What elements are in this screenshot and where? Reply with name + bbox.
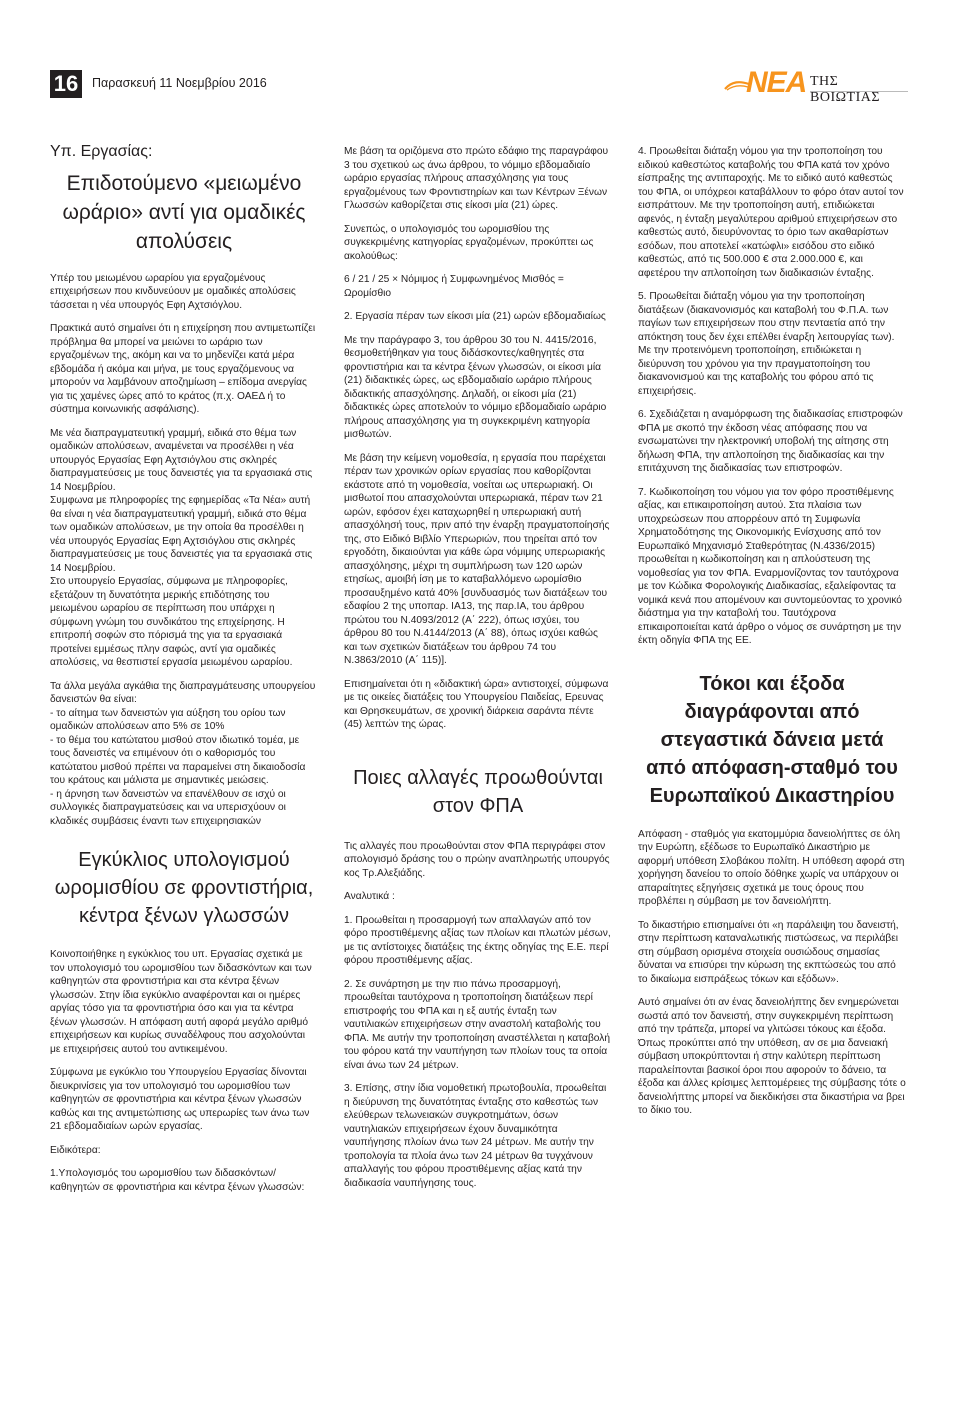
article-1-paragraph: Τα άλλα μεγάλα αγκάθια της διαπραγμάτευσης υπουργείου δανειστών θα είναι: xyxy=(50,680,316,705)
article-2-title: Εγκύκλιος υπολογισμού ωρομισθίου σε φροντιστήρια, κέντρα ξένων γλωσσών xyxy=(54,849,314,927)
page-header xyxy=(50,66,910,105)
article-2-paragraph: Με βάση την κείμενη νομοθεσία, η εργασία που παρέχεται πέραν των χρονικών ορίων εργασίας που καθορίζονται εκάστοτε από τη νομοθεσία, νοείται ως υπερωριακή. Οι μισθωτοί που απασχολούνται υπερωριακά, πέραν των 21 ωρών, εφόσον έχει καταχωρηθεί η υπερωριακή αυτή απασχόλησή τους, πριν από την έναρξη πραγματοποίησής της, στο Ειδικό Βιβλίο Υπερωριών, που τηρείται από τον εργοδότη, δικαιούνται για κάθε ώρα νόμιμης υπερωριακής απασχόλησης, μέχρι τη συμπλήρωση των 120 ωρών ετησίως, αμοιβή ίση με το καταβαλλόμενο ωρομίσθιο προσαυξημένο κατά 40% [συνδυασμός των διατάξεων του εδαφίου 2 της υποπαρ. ΙΑ13, της παρ.ΙΑ, του άρθρου πρώτου του Ν.4093/2012 (Α΄ 222), όπως ισχύει, του άρθρου 80 του Ν.4144/2013 (Α΄ 88), όπως ισχύει καθώς και των σχετικών διατάξεων του άρθρου 74 του Ν.3863/2010 (Α΄ 115)]. xyxy=(344,452,610,666)
logo-subtitle: ΤΗΣ ΒΟΙΩΤΙΑΣ xyxy=(810,74,880,105)
article-2-paragraph: Συνεπώς, ο υπολογισμός του ωρομισθίου της συγκεκριμένης κατηγορίας εργαζομένων, προκύπτει ως ακολούθως: xyxy=(344,223,594,262)
article-2-formula: 6 / 21 / 25 × Νόμιμος ή Συμφωνημένος Μισθός = Ωρομίσθιο xyxy=(344,274,564,299)
article-3-paragraph: 2. Σε συνάρτηση με την πιο πάνω προσαρμογή, προωθείται ταυτόχρονα η τροποποίηση διατάξεων περί επιστροφής του ΦΠΑ και η εξ αυτής ένταξη των ναυτιλιακών επιχειρήσεων στην αναστολή καταβολής του ΦΠΑ. Με αυτήν την τροποποίηση αναστέλλεται η καταβολή του φόρου κατά την ναυπήγηση των πλοίων τους τα οποία είναι άνω των 24 μέτρων. xyxy=(344,978,611,1071)
article-3-paragraph: 5. Προωθείται διάταξη νόμου για την τροποποίηση διατάξεων (διακανονισμός και καταβολή του Φ.Π.Α. των παγίων των επιχειρήσεων που στην πενταετία από την απόκτηση τους δεν έχει επέλθει έναρξη λειτουργίας των). Με την προτεινόμενη τροποποίηση, επιδιώκεται η διεύρυνση του χρόνου για την πραγματοποίηση του διακανονισμού και της καταβολής του φόρου από τις επιχειρήσεις. xyxy=(638,291,895,397)
page-number: 16 xyxy=(50,70,82,98)
article-3-paragraph: 7. Κωδικοποίηση του νόμου για τον φόρο προστιθέμενης αξίας, και επικαιροποίηση αυτού. Στα πλαίσια των υποχρεώσεων που απορρέουν από τη Συμφωνία Χρηματοδότησης της Οικονομικής Ενίσχυσης από τον Ευρωπαϊκό Μηχανισμό Σταθερότητας (Ν.4336/2015) προωθείται η κωδικοποίηση και η απλούστευση της νομοθεσίας για τον ΦΠΑ. Εναρμονίζοντας τον ταυτόχρονα με τον Κώδικα Φορολογικής Διαδικασίας, εξαλείφοντας τα νομικά κενά που απομένουν και συντομεύοντας το χρονικό διάστημα για την καταβολή του. Ταυτόχρονα επικαιροποιείται κατά άρθρο ο νόμος σε συνάρτηση με την έκτη οδηγία ΦΠΑ της ΕΕ. xyxy=(638,486,902,646)
column-1 xyxy=(50,145,318,1204)
article-2-paragraph: Ειδικότερα: xyxy=(50,1144,101,1156)
article-3-paragraph: 1. Προωθείται η προσαρμογή των απαλλαγών από τον φόρο προστιθέμενης αξίας των πλοίων και πλωτών μέσων, με τις αντίστοιχες διατάξεις της έκτης οδηγίας της Ε.Ε. περί φόρου προστιθέμενης αξίας. xyxy=(344,914,611,966)
article-2-paragraph: Κοινοποιήθηκε η εγκύκλιος του υπ. Εργασίας σχετικά με τον υπολογισμό του ωρομισθίου των διδασκόντων και των καθηγητών στα φροντιστήρια και στα κέντρα ξένων γλωσσών. Στην ίδια εγκύκλιο αναφέρονται και οι ημέρες αργίας τόσο για τα φροντιστήρια όσο και για τα κέντρα ξένων γλωσσών. Η απόφαση αυτή αφορά μεγάλο αριθμό επιχειρήσεων και κυρίως συναδέλφους που ασχολούνται με επιχειρήσεις αυτού του αντικειμένου. xyxy=(50,949,312,1055)
column-2 xyxy=(344,145,612,1200)
article-1-paragraph: Συμφωνα με πληροφορίες της εφημερίδας «Τα Νέα» αυτή θα είναι η νέα διαπραγματευτική γραμμή, ειδικά στο θέμα των ομαδικών απολύσεων, με την οποία θα προσέλθει η νέα υπουργός Εργασίας Εφη Αχτσιόγλου στις σκληρές διαπραγματεύσεις με τους δανειστές για τα εργασιακά στις 14 Νοεμβρίου. xyxy=(50,495,313,574)
article-1-paragraph: Υπέρ του μειωμένου ωραρίου για εργαζομένους επιχειρήσεων που κινδυνεύουν με ομαδικές απολύσεις τάσσεται η νέα υπουργός Εφη Αχτσιόγλου. xyxy=(50,272,296,311)
article-4-title: Τόκοι και έξοδα διαγράφονται από στεγαστικά δάνεια μετά από απόφαση-σταθμό του Ευρωπαϊκού Δικαστηρίου xyxy=(646,672,898,807)
logo-underline xyxy=(810,91,908,97)
article-2-paragraph: Σύμφωνα με εγκύκλιο του Υπουργείου Εργασίας δίνονται διευκρινίσεις για τον υπολογισμό του ωρομισθίου των καθηγητών σε φροντιστήρια και κέντρα ξένων γλωσσών καθώς και της αντιμετώπισης ως υπερωρίες των άνω των 21 εβδομαδιαίων ωρών εργασίας. xyxy=(50,1067,310,1132)
article-3-paragraph: Αναλυτικά : xyxy=(344,891,395,902)
article-1-kicker: Υπ. Εργασίας: xyxy=(50,143,153,160)
article-2-paragraph: 2. Εργασία πέραν των είκοσι μία (21) ωρών εβδομαδιαίως xyxy=(344,311,606,322)
article-1-paragraph: Πρακτικά αυτό σημαίνει ότι η επιχείρηση που αντιμετωπίζει πρόβλημα θα μπορεί να μειώνει το ωράριο των εργαζομένων της, ακόμη και να το μηδενίζει κατά μέρα εβδομάδα ή ακόμα και μήνα, με τους εργαζόμενους να μπορούν να λαμβάνουν αποζημίωση – επίδομα ανεργίας για τις χαμένες ώρες από το κράτος (π.χ. ΟΑΕΔ ή το σύστημα κοινωνικής ασφάλισης). xyxy=(50,323,316,415)
article-2-paragraph: 1.Υπολογισμός του ωρομισθίου των διδασκόντων/καθηγητών σε φροντιστήρια και κέντρα ξένων γλωσσών: xyxy=(50,1168,305,1193)
article-4-paragraph: Αυτό σημαίνει ότι αν ένας δανειολήπτης δεν ενημερώνεται σωστά από τον δανειστή, στην συγκεκριμένη περίπτωση από την τράπεζα, μπορεί να γλιτώσει τόκους και έξοδα. Όπως προκύπτει από την υπόθεση, αν σε μια δανειακή σύμβαση υποκρύπτονται ή στην καλύτερη περίπτωση παραλείπονται βασικοί όροι που αφορούν το δάνειο, τα έξοδα και άλλες κρίσιμες λεπτομέρειες της σύμβασης τότε ο δανειολήπτης μπορεί να διεκδικήσει στα δικαστήρια να βρει το δίκιο του. xyxy=(638,997,906,1116)
article-2-paragraph: Επισημαίνεται ότι η «διδακτική ώρα» αντιστοιχεί, σύμφωνα με τις οικείες διατάξεις του Υπουργείου Παιδείας, Ερευνας και Θρησκευμάτων, σε χρονική διάρκεια σαράντα πέντε (45) λεπτών της ώρας. xyxy=(344,678,609,730)
article-1-list-item: - η άρνηση των δανειστών να επανέλθουν σε ισχύ οι συλλογικές διαπραγματεύσεις και να υπερισχύουν οι κλαδικές συμβάσεις έναντι των επιχειρησιακών xyxy=(50,788,286,827)
article-1-list-item: - το θέμα του κατώτατου μισθού στον ιδιωτικό τομέα, με τους δανειστές να επιμένουν ότι ο καθορισμός του κατώτατου μισθού πρέπει να παραμείνει στη δικαιοδοσία του κράτους και μάλιστα με σημαντικές μειώσεις. xyxy=(50,734,306,786)
article-1-title: Επιδοτούμενο «μειωμένο ωράριο» αντί για ομαδικές απολύσεις xyxy=(62,171,306,253)
article-1-paragraph: Με νέα διαπραγματευτική γραμμή, ειδικά στο θέμα των ομαδικών απολύσεων, αναμένεται να προσέλθει η νέα υπουργός Εργασίας Εφη Αχτσιόγλου στις σκληρές διαπραγματεύσεις με τους δανειστές για τα εργασιακά στις 14 Νοεμβρίου. xyxy=(50,427,313,493)
article-3-title: Ποιες αλλαγές προωθούνται στον ΦΠΑ xyxy=(353,766,603,817)
article-3-paragraph: 6. Σχεδιάζεται η αναμόρφωση της διαδικασίας επιστροφών ΦΠΑ με σκοπό την έκδοση νέας απόφασης που να ενσωματώνει την ηλεκτρονική υποβολή της αίτησης στη δήλωση ΦΠΑ, την απλοποίηση της διαδικασίας και την επιτάχυνση της διαδικασίας των επιστροφών. xyxy=(638,409,903,474)
article-2-paragraph: Με την παράγραφο 3, του άρθρου 30 του Ν. 4415/2016, θεσμοθετήθηκαν για τους διδάσκοντες/καθηγητές στα φροντιστήρια και τα κέντρα ξένων γλωσσών, οι είκοσι μία (21) διδακτικές ώρες, ως εβδομαδιαίο ωράριο πλήρους διδακτικής απασχόλησης. Δηλαδή, οι είκοσι μία (21) διδακτικές ώρες αποτελούν το νόμιμο εβδομαδιαίο ωράριο πλήρους απασχόλησης για τη συγκεκριμένη κατηγορία μισθωτών. xyxy=(344,334,607,440)
article-1-list-item: - το αίτημα των δανειστών για αύξηση του ορίου των ομαδικών απολύσεων απο 5% σε 10% xyxy=(50,707,286,732)
column-3 xyxy=(638,145,906,1128)
article-4-paragraph: Απόφαση - σταθμός για εκατομμύρια δανειολήπτες σε όλη την Ευρώπη, εξέδωσε το Ευρωπαϊκό Δικαστήριο με αφορμή υπόθεση Σλοβάκου πολίτη. Η υπόθεση αφορά στη χορήγηση δανείου το οποίο δόθηκε χωρίς να υπάρχουν οι απαραίτητες εξηγήσεις σχετικά με τους όρους που προβλέπει η σύμβαση με τον δανειολήπτη. xyxy=(638,828,905,907)
article-1-paragraph: Στο υπουργείο Εργασίας, σύμφωνα με πληροφορίες, εξετάζουν τη δυνατότητα μερικής επιδότησης του μειωμένου ωραρίου σε περίπτωση που υπάρχει η σύμφωνη γνώμη του συνδικάτου της επιχείρησης. Η επιτροπή σοφών στο πόρισμά της για τα εργασιακά προτείνει εμμέσως πλην σαφώς, αντί για ομαδικές απολύσεις, να θεσπιστεί εργασία μειωμένου ωραρίου. xyxy=(50,576,293,668)
newspaper-logo xyxy=(724,66,910,105)
article-2-paragraph: Με βάση τα οριζόμενα στο πρώτο εδάφιο της παραγράφου 3 του σχετικού ως άνω άρθρου, το νόμιμο εβδομαδιαίο ωράριο εργασίας πλήρους απασχόλησης για τους εργαζομένους των Φροντιστηρίων και των Κέντρων Ξένων Γλωσσών καθορίζεται στις είκοσι μία (21) ώρες. xyxy=(344,146,609,211)
logo-wordmark: ΝΕΑ xyxy=(746,66,807,99)
article-3-paragraph: 4. Προωθείται διάταξη νόμου για την τροποποίηση του ειδικού καθεστώτος καταβολής του ΦΠΑ κατά τον χρόνο είσπραξης της αντιπαροχής. Με το ειδικό αυτό καθεστώς του ΦΠΑ, οι υπόχρεοι καταβάλλουν το φόρο όταν αυτοί τον εισπράττουν. Με την τροποποίηση αυτή, επιδιώκεται αφενός, η ένταξη μεγαλύτερου αριθμού επιχειρήσεων στο καθεστώς αυτό, διευρύνοντας το όριο των ακαθαρίστων εσόδων, που αποτελεί «κατώφλι» εισόδου στο ειδικό καθεστώς, από τις 500.000 € στα 2.000.000 €, και αφετέρου την απλοποίηση των διαδικασιών ένταξης. xyxy=(638,146,904,279)
article-4-paragraph: Το δικαστήριο επισημαίνει ότι «η παράλειψη του δανειστή, στην περίπτωση καταναλωτικής πιστώσεως, να περιλάβει στη σύμβαση ορισμένα στοιχεία ουσιώδους σημασίας δύναται να επισύρει την κύρωση της εκπτώσεώς του από το δικαίωμα εισπράξεως τόκων και εξόδων». xyxy=(638,919,899,985)
article-3-paragraph: 3. Επίσης, στην ίδια νομοθετική πρωτοβουλία, προωθείται η διεύρυνση της δυνατότητας ένταξης στο καθεστώς των ελεύθερων τελωνειακών συγκροτημάτων, όσων ναυτηλιακών επιχειρήσεων έχουν δυναμικότητα ναυπήγησης πλοίων άνω των 24 μέτρων. Με αυτήν την τροπολογία τα πλοία άνω των 24 μέτρων θα τυγχάνουν απαλλαγής του φόρου προστιθέμενης αξίας κατά την διαδικασία ναυπήγησης τους. xyxy=(344,1083,607,1189)
article-3-paragraph: Τις αλλαγές που προωθούνται στον ΦΠΑ περιγράφει στον απολογισμό δράσης του ο πρώην αναπληρωτής υπουργός κος Τρ.Αλεξιάδης. xyxy=(344,840,610,879)
issue-date: Παρασκευή 11 Νοεμβρίου 2016 xyxy=(92,76,267,90)
